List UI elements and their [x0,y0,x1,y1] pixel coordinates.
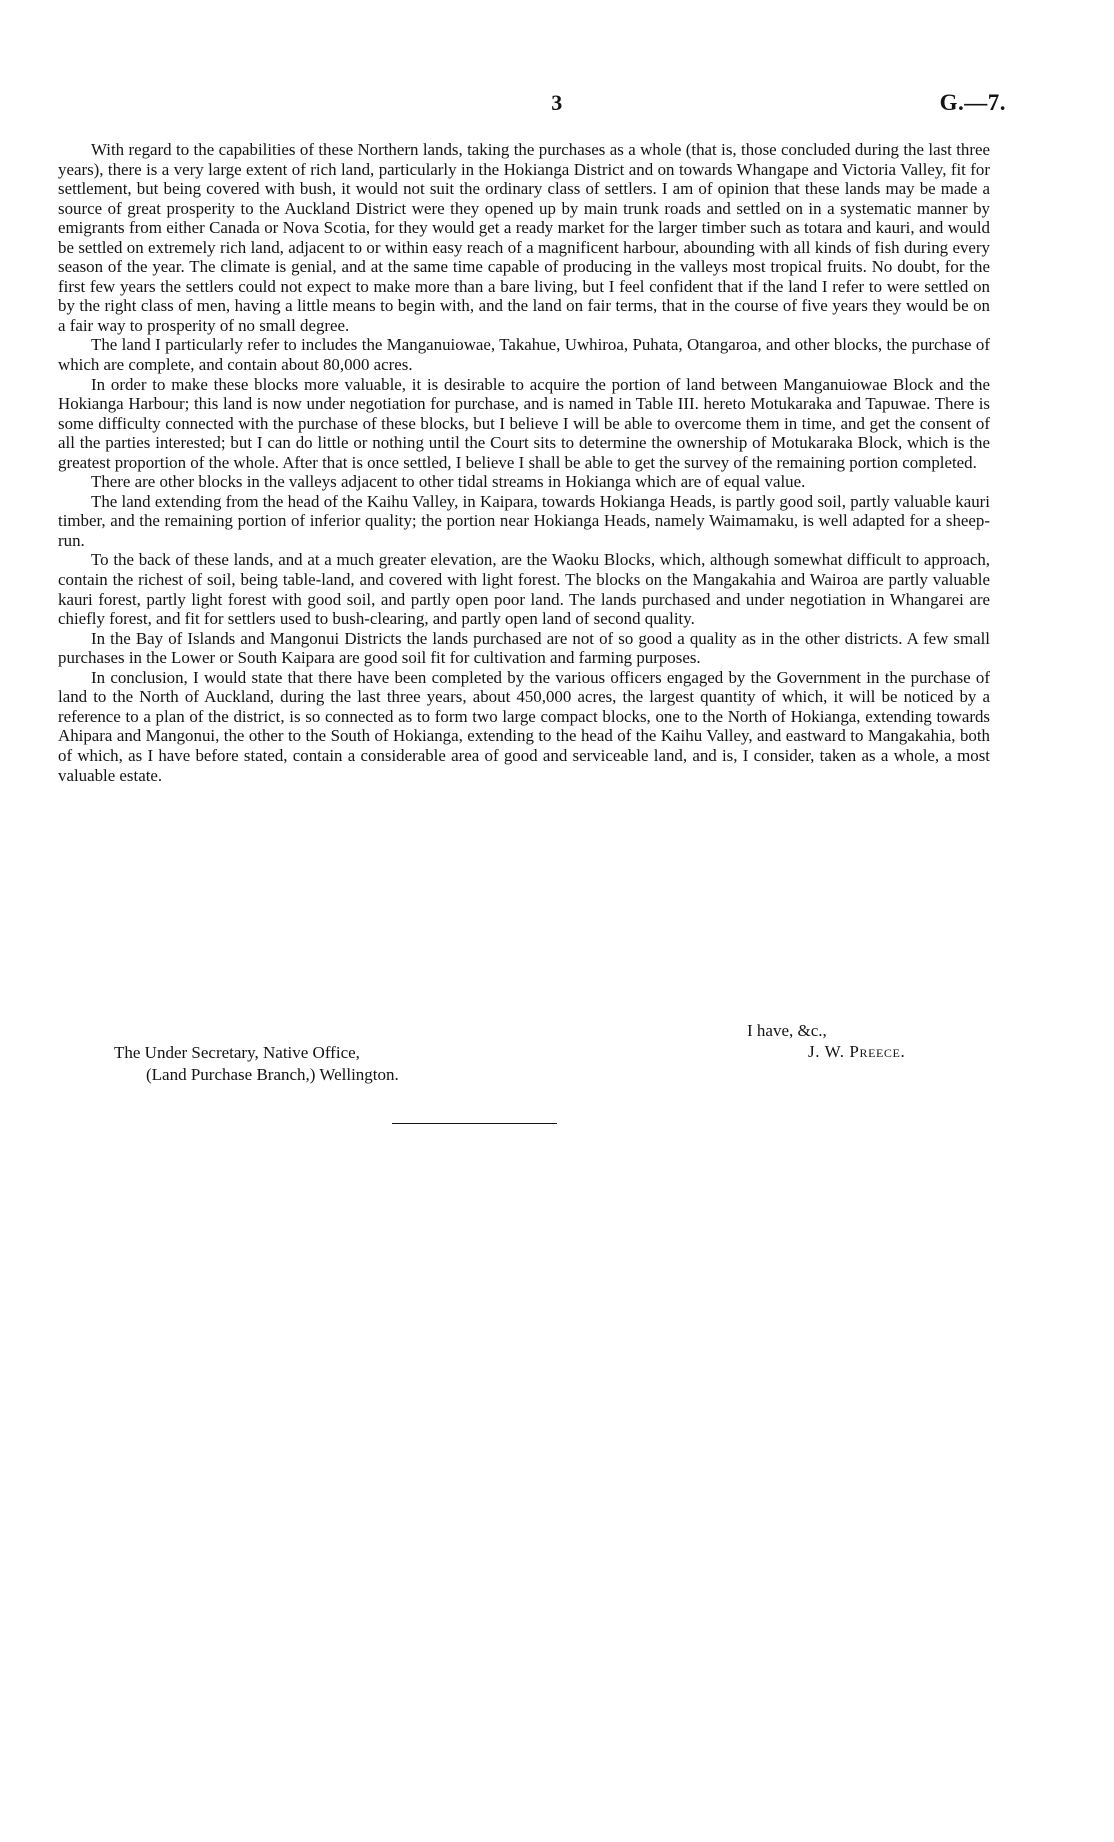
addressee-line-2: (Land Purchase Branch,) Wellington. [146,1065,399,1084]
signature-initials: J. W. [808,1042,845,1061]
paragraph-bay-of-islands: In the Bay of Islands and Mangonui Districts the lands purchased are not of so good a quality as in the other districts. A few small purchases in the Lower or South Kaipara are good soil fit for cultivation and farming purposes. [58,628,990,668]
document-reference: G.—7. [939,90,1006,115]
paragraph-acquire-portion: In order to make these blocks more valuable, it is desirable to acquire the portion of land between Manganuiowae Block and the Hokianga Harbour; this land is now under negotiation for purchase, and is named in Table III. hereto Motukaraka and Tapuwae. There is some difficulty connected with the purchase of these blocks, but I believe I will be able to overcome them in time, and get the consent of all the parties interested; but I can do little or nothing until the Court sits to determine the ownership of Motukaraka Block, which is the greatest proportion of the whole. After that is once settled, I believe I shall be able to get the survey of the remaining portion completed. [58,374,990,472]
paragraph-conclusion: In conclusion, I would state that there have been completed by the various officers engaged by the Government in the purchase of land to the North of Auckland, during the last three years, about 450,000 acres, the largest quantity of which, it will be noticed by a reference to a plan of the district, is so connected as to form two large compact blocks, one to the North of Hokianga, extending towards Ahipara and Mangonui, the other to the South of Hokianga, extending to the head of the Kaihu Valley, and eastward to Mangakahia, both of which, as I have before stated, contain a considerable area of good and serviceable land, and is, I consider, taken as a whole, a most valuable estate. [58,667,990,785]
addressee-line-1: The Under Secretary, Native Office, [114,1043,360,1062]
section-divider-rule [392,1123,557,1124]
closing-salutation: I have, &c., [747,1021,827,1040]
signature-surname: Preece. [849,1042,906,1061]
page-number: 3 [551,90,563,115]
paragraph-other-blocks: There are other blocks in the valleys adjacent to other tidal streams in Hokianga which are of equal value. [91,472,806,492]
signature [808,1042,905,1062]
paragraph-capabilities: With regard to the capabilities of these Northern lands, taking the purchases as a whole (that is, those concluded during the last three years), there is a very large extent of rich land, particularly in the Hokianga District and on towards Whangape and Victoria Valley, fit for settlement, but being covered with bush, it would not suit the ordinary class of settlers. I am of opinion that these lands may be made a source of great prosperity to the Auckland District were they opened up by main trunk roads and settled on in a systematic manner by emigrants from either Canada or Nova Scotia, for they would get a ready market for the larger timber such as totara and kauri, and would be settled on extremely rich land, adjacent to or within easy reach of a magnificent harbour, abounding with all kinds of fish during every season of the year. The climate is genial, and at the same time capable of producing in the valleys most tropical fruits. No doubt, for the first few years the settlers could not expect to make more than a bare living, but I feel confident that if the land I refer to were settled on by the right class of men, having a little means to begin with, and the land on fair terms, that in the course of five years they would be on a fair way to prosperity of no small degree. [58,140,990,335]
letter-body [58,140,990,785]
paragraph-waoku-blocks: To the back of these lands, and at a much greater elevation, are the Waoku Blocks, which, although somewhat difficult to approach, contain the richest of soil, being table-land, and covered with light forest. The blocks on the Mangakahia and Wairoa are partly valuable kauri forest, partly light forest with good soil, and partly open poor land. The lands purchased and under negotiation in Whangarei are chiefly forest, and fit for settlers used to bush-clearing, and partly open land of second quality. [58,550,990,629]
addressee-block [114,1042,399,1086]
paragraph-kaihu-valley: The land extending from the head of the Kaihu Valley, in Kaipara, towards Hokianga Heads, is partly good soil, partly valuable kauri timber, and the remaining portion of inferior quality; the portion near Hokianga Heads, namely Waimamaku, is well adapted for a sheep-run. [58,491,990,550]
paragraph-land-referred: The land I particularly refer to includes the Manganuiowae, Takahue, Uwhiroa, Puhata, Otangaroa, and other blocks, the purchase of which are complete, and contain about 80,000 acres. [58,335,990,375]
